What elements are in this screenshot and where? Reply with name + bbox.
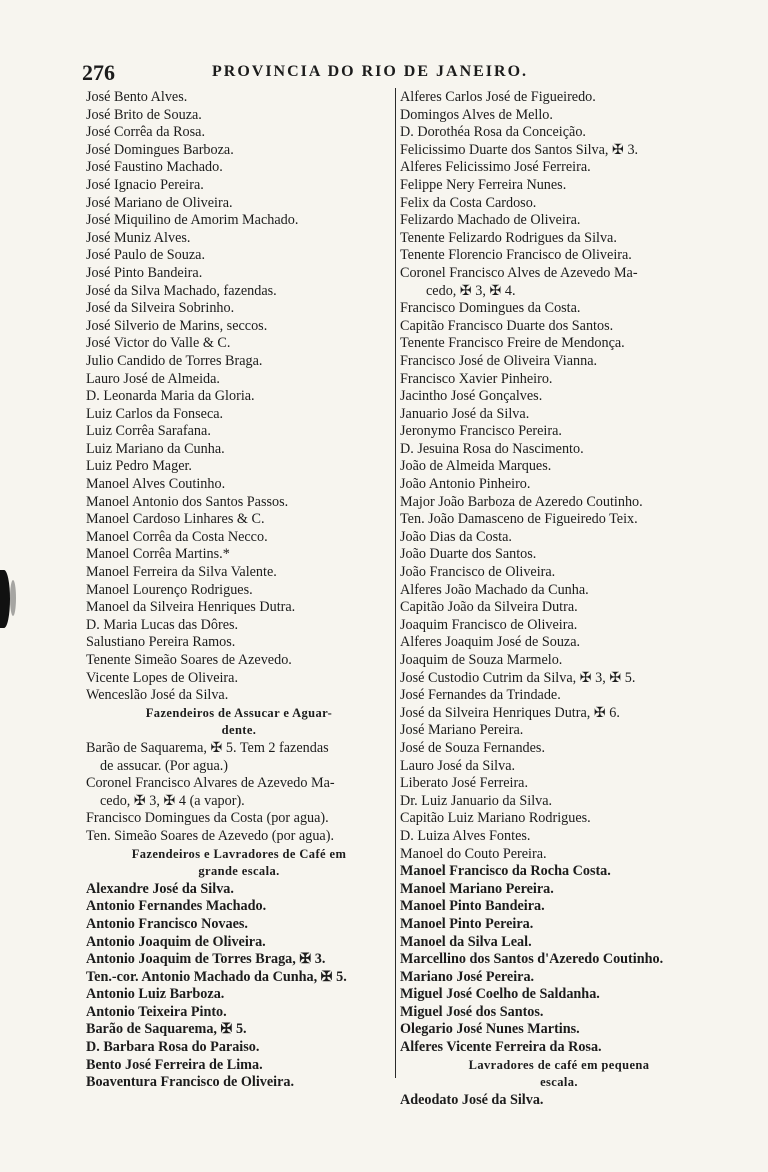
list-item: Manoel da Silva Leal. <box>400 933 532 950</box>
list-item: Alferes Joaquim José de Souza. <box>400 634 581 651</box>
section-heading-assucar-cont: dente. <box>221 723 257 738</box>
list-item: Alexandre José da Silva. <box>86 880 234 897</box>
list-item: Dr. Luiz Januario da Silva. <box>400 792 553 809</box>
list-item: Francisco Domingues da Costa. <box>400 300 581 317</box>
list-item: Miguel José Coelho de Saldanha. <box>400 986 600 1003</box>
list-item: Manoel Mariano Pereira. <box>400 880 554 897</box>
list-item: D. Barbara Rosa do Paraiso. <box>86 1039 260 1056</box>
list-item: Manoel Corrêa Martins.* <box>86 546 230 563</box>
list-item: Luiz Carlos da Fonseca. <box>86 405 224 422</box>
list-item: José Pinto Bandeira. <box>86 264 203 281</box>
list-item: Manoel Lourenço Rodrigues. <box>86 581 253 598</box>
list-item: Tenente Francisco Freire de Mendonça. <box>400 335 625 352</box>
list-item: Barão de Saquarema, ✠ 5. <box>86 1021 247 1038</box>
list-item: Felicissimo Duarte dos Santos Silva, ✠ 3. <box>400 141 639 158</box>
list-item: Tenente Simeão Soares de Azevedo. <box>86 652 292 668</box>
list-item: Felippe Nery Ferreira Nunes. <box>400 176 567 193</box>
column-divider <box>395 88 396 1078</box>
list-item: Mariano José Pereira. <box>400 968 535 985</box>
running-title: PROVINCIA DO RIO DE JANEIRO. <box>212 63 529 80</box>
list-item: Joaquim Francisco de Oliveira. <box>400 616 578 633</box>
list-item: Barão de Saquarema, ✠ 5. Tem 2 fazendas <box>86 739 329 756</box>
list-item: Manoel Corrêa da Costa Necco. <box>86 528 268 545</box>
list-item: Alferes João Machado da Cunha. <box>400 581 589 598</box>
list-item: Manoel Pinto Pereira. <box>400 915 534 932</box>
list-item: Coronel Francisco Alves de Azevedo Ma- <box>400 264 638 281</box>
section-heading-cafe-grande-cont: grande escala. <box>198 864 280 879</box>
list-item: Felizardo Machado de Oliveira. <box>400 212 581 229</box>
list-item: Capitão Luiz Mariano Rodrigues. <box>400 810 591 827</box>
list-item: Luiz Pedro Mager. <box>86 458 192 475</box>
list-item: Jacintho José Gonçalves. <box>400 388 543 405</box>
list-item: João de Almeida Marques. <box>400 458 552 475</box>
page-header <box>82 60 722 86</box>
list-item: Marcellino dos Santos d'Azeredo Coutinho. <box>400 951 664 968</box>
list-item: Adeodato José da Silva. <box>400 1091 544 1108</box>
list-item: D. Luiza Alves Fontes. <box>400 827 531 844</box>
list-item: Antonio Fernandes Machado. <box>86 898 267 915</box>
list-item: Wenceslão José da Silva. <box>86 687 229 704</box>
list-item: Manoel do Couto Pereira. <box>400 845 547 862</box>
list-item: Antonio Joaquim de Oliveira. <box>86 933 266 950</box>
list-item: José Fernandes da Trindade. <box>400 687 561 704</box>
list-item: Joaquim de Souza Marmelo. <box>400 652 563 668</box>
list-item: Domingos Alves de Mello. <box>400 106 553 123</box>
list-item: Antonio Francisco Novaes. <box>86 915 248 932</box>
list-item: Major João Barboza de Azeredo Coutinho. <box>400 493 643 510</box>
list-item-continuation: cedo, ✠ 3, ✠ 4 (a vapor). <box>100 792 245 809</box>
list-item: José Victor do Valle & C. <box>86 335 231 352</box>
list-item: Olegario José Nunes Martins. <box>400 1021 580 1038</box>
page-edge-smudge <box>10 580 16 616</box>
list-item: Manoel da Silveira Henriques Dutra. <box>86 599 296 616</box>
list-item: Francisco Domingues da Costa (por agua). <box>86 810 329 827</box>
page-number: 276 <box>82 60 115 85</box>
list-item: Antonio Joaquim de Torres Braga, ✠ 3. <box>86 951 326 968</box>
list-item: José Mariano de Oliveira. <box>86 194 233 211</box>
list-item-continuation: cedo, ✠ 3, ✠ 4. <box>426 282 516 299</box>
section-heading-cafe-pequena-cont: escala. <box>540 1075 578 1090</box>
list-item: José Muniz Alves. <box>86 229 191 246</box>
section-heading-cafe-grande: Fazendeiros e Lavradores de Café em <box>131 846 347 861</box>
list-item: Luiz Mariano da Cunha. <box>86 440 225 457</box>
list-item: Julio Candido de Torres Braga. <box>86 352 263 369</box>
list-item: José Ignacio Pereira. <box>86 176 204 193</box>
list-item: José Bento Alves. <box>86 89 188 105</box>
list-item: Alferes Vicente Ferreira da Rosa. <box>400 1039 602 1056</box>
list-item: João Antonio Pinheiro. <box>400 476 531 493</box>
list-item-continuation: de assucar. (Por agua.) <box>100 757 229 774</box>
list-item: Liberato José Ferreira. <box>400 775 529 792</box>
list-item: Manoel Francisco da Rocha Costa. <box>400 863 611 880</box>
list-item: José Custodio Cutrim da Silva, ✠ 3, ✠ 5. <box>400 669 636 686</box>
list-item: D. Jesuina Rosa do Nascimento. <box>400 440 584 457</box>
list-item: Lauro José da Silva. <box>400 757 516 774</box>
list-item: Manoel Cardoso Linhares & C. <box>86 511 265 528</box>
list-item: Bento José Ferreira de Lima. <box>86 1056 263 1073</box>
list-item: João Duarte dos Santos. <box>400 546 537 563</box>
list-item: Alferes Felicissimo José Ferreira. <box>400 159 591 176</box>
list-item: José Paulo de Souza. <box>86 247 206 264</box>
list-item: Manoel Pinto Bandeira. <box>400 898 545 915</box>
list-item: D. Leonarda Maria da Gloria. <box>86 388 255 405</box>
list-item: Manoel Antonio dos Santos Passos. <box>86 493 289 510</box>
list-item: José Domingues Barboza. <box>86 141 234 158</box>
list-item: Alferes Carlos José de Figueiredo. <box>400 89 596 105</box>
list-item: José Silverio de Marins, seccos. <box>86 317 268 334</box>
list-item: D. Dorothéa Rosa da Conceição. <box>400 124 586 141</box>
section-heading-assucar: Fazendeiros de Assucar e Aguar- <box>145 705 333 720</box>
list-item: Ten. Simeão Soares de Azevedo (por agua). <box>86 827 334 844</box>
list-item: Vicente Lopes de Oliveira. <box>86 669 238 686</box>
list-item: Luiz Corrêa Sarafana. <box>86 423 211 440</box>
list-item: José Miquilino de Amorim Machado. <box>86 212 299 229</box>
list-item: Capitão João da Silveira Dutra. <box>400 599 578 616</box>
list-item: D. Maria Lucas das Dôres. <box>86 616 239 633</box>
left-column <box>86 89 392 1092</box>
list-item: Lauro José de Almeida. <box>86 370 220 387</box>
list-item: Manoel Ferreira da Silva Valente. <box>86 564 277 581</box>
list-item: José Brito de Souza. <box>86 106 202 123</box>
list-item: Miguel José dos Santos. <box>400 1003 544 1020</box>
list-item: Tenente Florencio Francisco de Oliveira. <box>400 247 632 264</box>
list-item: José de Souza Fernandes. <box>400 739 545 756</box>
list-item: João Dias da Costa. <box>400 528 512 545</box>
list-item: José da Silva Machado, fazendas. <box>86 282 277 299</box>
list-item: Ten.-cor. Antonio Machado da Cunha, ✠ 5. <box>86 968 347 985</box>
list-item: Antonio Teixeira Pinto. <box>86 1003 227 1020</box>
list-item: Francisco José de Oliveira Vianna. <box>400 352 598 369</box>
list-item: José Corrêa da Rosa. <box>86 124 205 141</box>
list-item: José da Silveira Henriques Dutra, ✠ 6. <box>400 704 620 721</box>
list-item: Francisco Xavier Pinheiro. <box>400 370 553 387</box>
list-item: Januario José da Silva. <box>400 405 530 422</box>
section-heading-cafe-pequena: Lavradores de café em pequena <box>468 1057 650 1072</box>
list-item: José Faustino Machado. <box>86 159 223 176</box>
list-item: Jeronymo Francisco Pereira. <box>400 423 562 440</box>
list-item: Ten. João Damasceno de Figueiredo Teix. <box>400 511 638 528</box>
list-item: Manoel Alves Coutinho. <box>86 476 226 493</box>
list-item: Boaventura Francisco de Oliveira. <box>86 1074 295 1091</box>
list-item: Coronel Francisco Alvares de Azevedo Ma- <box>86 775 335 792</box>
list-item: José da Silveira Sobrinho. <box>86 300 235 317</box>
list-item: João Francisco de Oliveira. <box>400 564 556 581</box>
list-item: Tenente Felizardo Rodrigues da Silva. <box>400 229 617 246</box>
list-item: José Mariano Pereira. <box>400 722 524 739</box>
list-item: Felix da Costa Cardoso. <box>400 194 537 211</box>
list-item: Capitão Francisco Duarte dos Santos. <box>400 317 614 334</box>
page-edge-blot <box>0 570 10 628</box>
list-item: Salustiano Pereira Ramos. <box>86 634 236 651</box>
right-column <box>400 89 718 1109</box>
list-item: Antonio Luiz Barboza. <box>86 986 225 1003</box>
